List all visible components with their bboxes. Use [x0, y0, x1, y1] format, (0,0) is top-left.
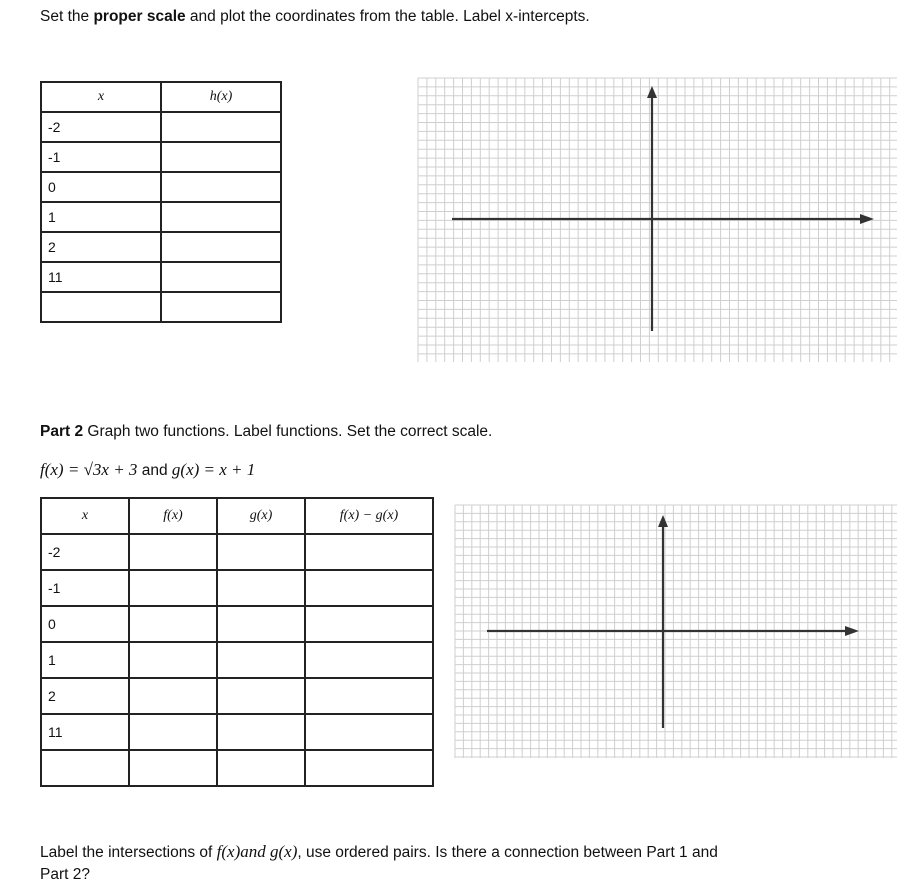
table-row [41, 232, 281, 262]
part2-label: Part 2 [40, 423, 84, 440]
x-cell[interactable] [41, 750, 129, 786]
x-cell: -2 [41, 112, 161, 142]
fx-cell[interactable] [129, 534, 217, 570]
gx-cell[interactable] [217, 570, 305, 606]
hx-cell[interactable] [161, 262, 281, 292]
part1-instructions [40, 8, 590, 26]
header-fx-minus-gx: f(x) − g(x) [305, 498, 433, 534]
hx-cell[interactable] [161, 172, 281, 202]
table-row [41, 172, 281, 202]
x-cell: 1 [41, 202, 161, 232]
diff-cell[interactable] [305, 678, 433, 714]
function-definitions [40, 460, 255, 480]
part1-table [40, 81, 282, 323]
part2-instructions [40, 423, 492, 441]
table-row [41, 642, 433, 678]
x-cell: -1 [41, 570, 129, 606]
x-axis-arrow-icon [845, 626, 859, 636]
table-row [41, 142, 281, 172]
header-fx: f(x) [129, 498, 217, 534]
table-row [41, 262, 281, 292]
x-cell: -2 [41, 534, 129, 570]
diff-cell[interactable] [305, 642, 433, 678]
gx-cell[interactable] [217, 534, 305, 570]
x-cell[interactable] [41, 292, 161, 322]
table-header-row [41, 498, 433, 534]
instr-post: and plot the coordinates from the table. Label x-intercepts. [185, 8, 590, 25]
diff-cell[interactable] [305, 750, 433, 786]
x-cell: 0 [41, 172, 161, 202]
table-row [41, 714, 433, 750]
table-row [41, 570, 433, 606]
table-row [41, 678, 433, 714]
gx-cell[interactable] [217, 678, 305, 714]
part1-graph-grid[interactable] [418, 78, 897, 362]
question-math: f(x)and g(x) [216, 842, 298, 861]
x-cell: 11 [41, 262, 161, 292]
question-post: , use ordered pairs. Is there a connection between Part 1 and [297, 844, 718, 861]
gx-cell[interactable] [217, 642, 305, 678]
header-hx: h(x) [161, 82, 281, 112]
x-cell: 2 [41, 678, 129, 714]
table-row [41, 750, 433, 786]
hx-cell[interactable] [161, 142, 281, 172]
hx-cell[interactable] [161, 292, 281, 322]
table-row [41, 112, 281, 142]
table-header-row [41, 82, 281, 112]
x-cell: 0 [41, 606, 129, 642]
and-word: and [137, 462, 172, 479]
y-axis-arrow-icon [647, 86, 657, 98]
table-row [41, 202, 281, 232]
fx-cell[interactable] [129, 606, 217, 642]
f-definition: f(x) = √3x + 3 [40, 460, 138, 479]
diff-cell[interactable] [305, 570, 433, 606]
y-axis-arrow-icon [658, 515, 668, 527]
question-pre: Label the intersections of [40, 844, 217, 861]
instr-pre: Set the [40, 8, 94, 25]
diff-cell[interactable] [305, 714, 433, 750]
x-cell: 2 [41, 232, 161, 262]
fx-cell[interactable] [129, 714, 217, 750]
intersection-question [40, 842, 718, 862]
part2-text: Graph two functions. Label functions. Set the correct scale. [83, 423, 493, 440]
hx-cell[interactable] [161, 202, 281, 232]
instr-bold: proper scale [93, 8, 186, 25]
table-row [41, 292, 281, 322]
fx-cell[interactable] [129, 678, 217, 714]
table-row [41, 534, 433, 570]
gx-cell[interactable] [217, 750, 305, 786]
fx-cell[interactable] [129, 642, 217, 678]
diff-cell[interactable] [305, 534, 433, 570]
question-continuation: Part 2? [40, 866, 90, 883]
hx-cell[interactable] [161, 232, 281, 262]
x-cell: 11 [41, 714, 129, 750]
fx-cell[interactable] [129, 750, 217, 786]
header-x: x [41, 498, 129, 534]
hx-cell[interactable] [161, 112, 281, 142]
header-gx: g(x) [217, 498, 305, 534]
gx-cell[interactable] [217, 714, 305, 750]
part2-table [40, 497, 434, 787]
table-row [41, 606, 433, 642]
g-definition: g(x) = x + 1 [171, 460, 256, 479]
part2-graph-grid[interactable] [455, 505, 897, 758]
header-x: x [41, 82, 161, 112]
x-cell: -1 [41, 142, 161, 172]
x-cell: 1 [41, 642, 129, 678]
fx-cell[interactable] [129, 570, 217, 606]
gx-cell[interactable] [217, 606, 305, 642]
diff-cell[interactable] [305, 606, 433, 642]
